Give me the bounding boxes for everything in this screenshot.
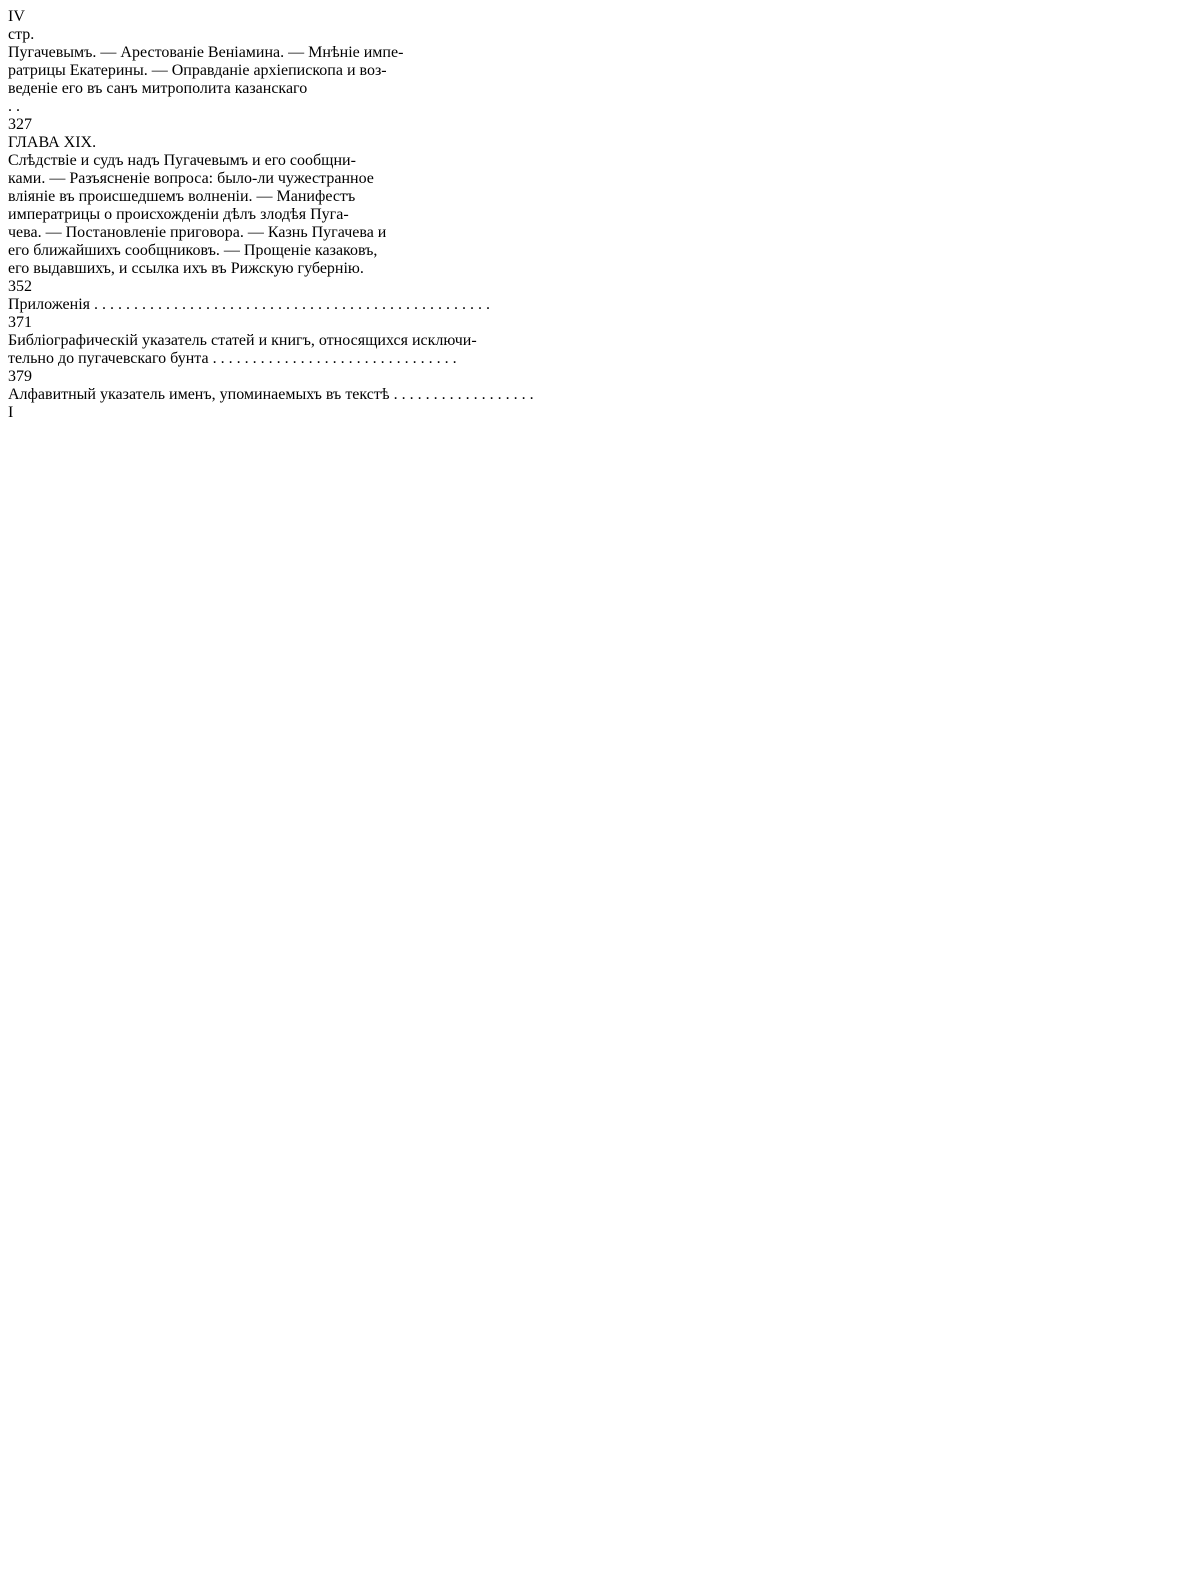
toc-line: веденіе его въ санъ митрополита казанскаго <box>8 80 308 97</box>
toc-line: ками. — Разъясненіе вопроса: было-ли чужестранное <box>8 170 374 187</box>
page-number: IV <box>8 8 25 25</box>
toc-line: ратрицы Екатерины. — Оправданіе архіепископа и воз- <box>8 62 387 79</box>
dot-leader: . . . . . . . . . . . . . . . . . . . . . . . . . . . . . . . . . . . . . . . . . . . . . . . . . . <box>94 296 491 313</box>
chapter-label: ГЛАВА XIX. <box>8 134 97 151</box>
toc-line: чева. — Постановленіе приговора. — Казнь Пугачева и <box>8 224 387 241</box>
page-ref: 352 <box>8 278 32 295</box>
toc-index <box>8 386 1183 404</box>
dot-leader: . . <box>8 98 20 115</box>
toc-bibliography-line: Библіографическій указатель статей и книгъ, относящихся исключи- <box>8 332 477 349</box>
toc-line: его выдавшихъ, и ссылка ихъ въ Рижскую губернію. <box>8 260 364 277</box>
index-title: Алфавитный указатель именъ, упоминаемыхъ въ текстѣ <box>8 386 390 403</box>
toc-appendix <box>8 296 1183 314</box>
page-ref: 371 <box>8 314 32 331</box>
document-page <box>8 8 1183 422</box>
toc-line: его ближайшихъ сообщниковъ. — Прощеніе казаковъ, <box>8 242 378 259</box>
appendix-title: Приложенія <box>8 296 91 313</box>
toc-line: вліяніе въ происшедшемъ волненіи. — Манифестъ <box>8 188 356 205</box>
page-ref: I <box>8 404 14 421</box>
page-ref: 379 <box>8 368 32 385</box>
toc-continuation <box>8 44 1183 134</box>
page-column-label: стр. <box>8 26 35 43</box>
dot-leader: . . . . . . . . . . . . . . . . . . <box>393 386 534 403</box>
dot-leader: . . . . . . . . . . . . . . . . . . . . . . . . . . . . . . . <box>212 350 457 367</box>
toc-line: Слѣдствіе и судъ надъ Пугачевымъ и его сообщни- <box>8 152 356 169</box>
toc-line: императрицы о происхожденіи дѣлъ злодѣя Пуга- <box>8 206 349 223</box>
page-ref: 327 <box>8 116 32 133</box>
toc-bibliography-cont: тельно до пугачевскаго бунта . . . . . . . . . . . . . . . . . . . . . . . . . . . . . . . <box>8 350 457 367</box>
toc-chapter-19 <box>8 134 1183 296</box>
toc-line: Пугачевымъ. — Арестованіе Веніамина. — Мнѣніе импе- <box>8 44 404 61</box>
